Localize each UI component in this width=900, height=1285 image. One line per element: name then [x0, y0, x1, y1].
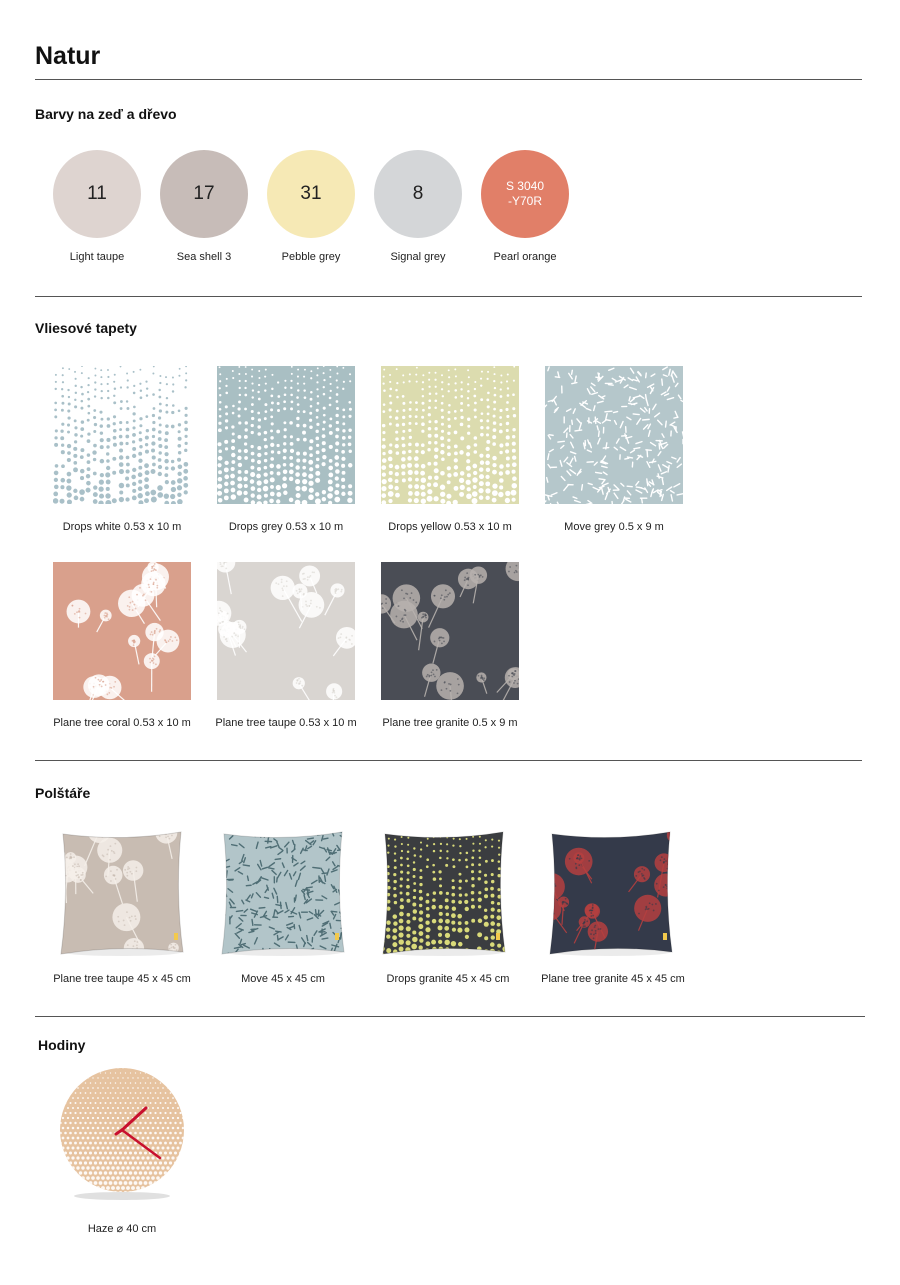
- paint-circle: [374, 150, 462, 238]
- pillow-icon: [379, 830, 509, 956]
- paint-label: Pebble grey: [281, 251, 341, 263]
- wallpaper-drops-grey[interactable]: [217, 366, 355, 504]
- section-divider: [35, 296, 862, 297]
- paint-swatch-sea-shell[interactable]: [160, 150, 248, 238]
- move-pattern-icon: [545, 366, 683, 504]
- paint-swatch-pearl-orange[interactable]: [481, 150, 569, 238]
- title-divider: [35, 79, 862, 80]
- pillow-drops-granite[interactable]: [379, 830, 509, 956]
- paint-swatch-pebble-grey[interactable]: [267, 150, 355, 238]
- wallpaper-label: Plane tree taupe 0.53 x 10 m: [215, 717, 357, 729]
- paint-swatch-light-taupe[interactable]: [53, 150, 141, 238]
- plane-tree-pattern-icon: [53, 562, 191, 700]
- plane-tree-pattern-icon: [381, 562, 519, 700]
- drops-pattern-icon: [381, 366, 519, 504]
- wallpaper-label: Drops yellow 0.53 x 10 m: [388, 521, 512, 533]
- wallpaper-drops-yellow[interactable]: [381, 366, 519, 504]
- wallpaper-label: Drops white 0.53 x 10 m: [62, 521, 182, 533]
- wallpaper-plane-tree-taupe[interactable]: [217, 562, 355, 700]
- wallpaper-label: Plane tree granite 0.5 x 9 m: [382, 717, 518, 729]
- pillow-plane-tree-granite[interactable]: [546, 830, 676, 956]
- pillow-label: Drops granite 45 x 45 cm: [386, 973, 510, 985]
- wallpaper-plane-tree-granite[interactable]: [381, 562, 519, 700]
- wallpaper-label: Drops grey 0.53 x 10 m: [228, 521, 344, 533]
- wallpaper-move-grey[interactable]: [545, 366, 683, 504]
- clocks-heading: Hodiny: [38, 1037, 86, 1053]
- paint-code: 17: [193, 183, 215, 204]
- wallpapers-heading: Vliesové tapety: [35, 320, 137, 336]
- plane-tree-pattern-icon: [217, 562, 355, 700]
- pillow-label: Plane tree granite 45 x 45 cm: [541, 973, 685, 985]
- paint-circle: [481, 150, 569, 238]
- wallpaper-label: Plane tree coral 0.53 x 10 m: [53, 717, 191, 729]
- paint-code: 8: [412, 183, 424, 204]
- pillow-icon: [218, 830, 348, 956]
- paint-code-line2: -Y70R: [507, 194, 542, 208]
- pillow-plane-tree-taupe[interactable]: [57, 830, 187, 956]
- clock-haze[interactable]: [58, 1068, 186, 1196]
- page-title: Natur: [35, 42, 101, 70]
- paint-circle: [160, 150, 248, 238]
- paint-code: 31: [300, 183, 322, 204]
- pillow-move[interactable]: [218, 830, 348, 956]
- section-divider: [35, 760, 862, 761]
- paint-label: Pearl orange: [493, 251, 557, 263]
- clock-label: Haze ⌀ 40 cm: [87, 1223, 157, 1235]
- paint-label: Sea shell 3: [176, 251, 232, 263]
- paint-circle: [53, 150, 141, 238]
- paint-label: Signal grey: [390, 251, 446, 263]
- pillow-icon: [546, 830, 676, 956]
- wallpaper-drops-white[interactable]: [53, 366, 191, 504]
- wallpaper-label: Move grey 0.5 x 9 m: [564, 521, 664, 533]
- paints-heading: Barvy na zeď a dřevo: [35, 106, 177, 122]
- section-divider: [35, 1016, 865, 1017]
- drops-pattern-icon: [53, 366, 191, 504]
- pillows-heading: Polštáře: [35, 785, 91, 801]
- pillow-label: Plane tree taupe 45 x 45 cm: [53, 973, 191, 985]
- drops-pattern-icon: [217, 366, 355, 504]
- paint-circle: [267, 150, 355, 238]
- paint-swatch-signal-grey[interactable]: [374, 150, 462, 238]
- pillow-label: Move 45 x 45 cm: [241, 973, 325, 985]
- wallpaper-plane-tree-coral[interactable]: [53, 562, 191, 700]
- clock-icon: [58, 1068, 186, 1202]
- pillow-icon: [57, 830, 187, 956]
- paint-code: 11: [87, 183, 107, 204]
- paint-label: Light taupe: [69, 251, 125, 263]
- paint-code-line1: S 3040: [505, 179, 545, 193]
